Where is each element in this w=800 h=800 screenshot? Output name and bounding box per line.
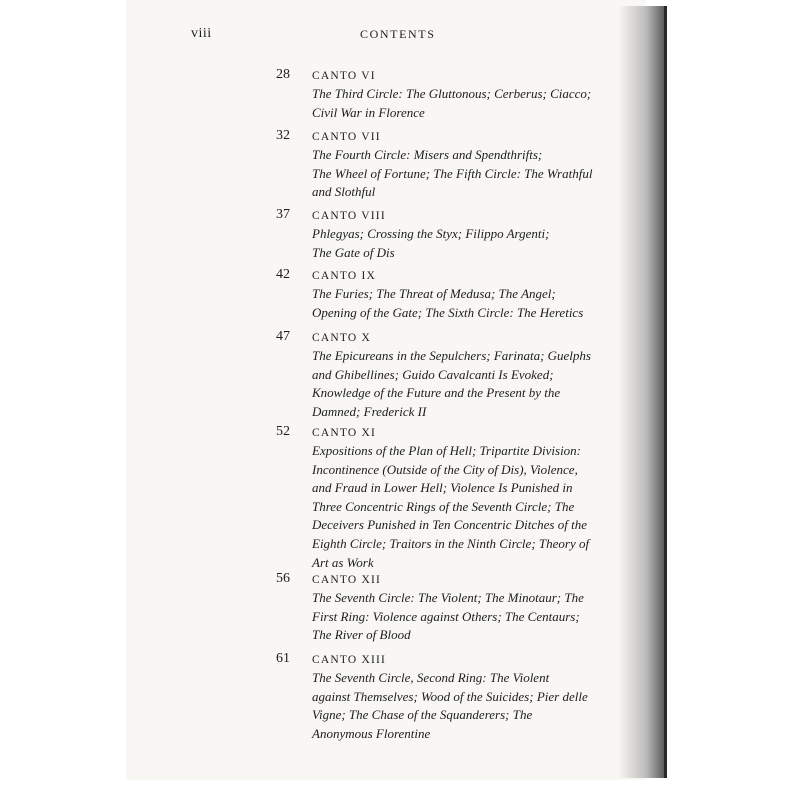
description-line: Art as Work [312, 554, 374, 570]
description-line: Knowledge of the Future and the Present by the [312, 385, 561, 401]
description-line: Expositions of the Plan of Hell; Tripartite Division: [312, 443, 582, 458]
description-line: Three Concentric Rings of the Seventh Circle; The [312, 498, 575, 514]
toc-page-number: 32 [276, 128, 290, 143]
toc-page-number: 28 [276, 67, 290, 82]
description-line: Vigne; The Chase of the Squanderers; The [312, 707, 533, 723]
description-line: The Seventh Circle, Second Ring: The Violent [312, 670, 550, 685]
toc-page-number: 61 [276, 651, 290, 666]
canto-title: CANTO VIII [312, 210, 386, 222]
running-head: CONTENTS [360, 27, 436, 41]
description-line: Phlegyas; Crossing the Styx; Filippo Argenti; [312, 226, 550, 241]
page-edge [664, 6, 667, 778]
description-line: The Fourth Circle: Misers and Spendthrifts; [312, 147, 543, 162]
canto-description [312, 85, 612, 122]
description-line: Deceivers Punished in Ten Concentric Ditches of the [312, 517, 587, 533]
description-line: against Themselves; Wood of the Suicides; Pier delle [312, 688, 588, 704]
description-line: The Third Circle: The Gluttonous; Cerberus; Ciacco; [312, 86, 592, 101]
canto-description [312, 442, 612, 572]
canto-description [312, 347, 612, 421]
canto-title: CANTO VI [312, 70, 376, 82]
canto-title: CANTO XIII [312, 654, 387, 666]
description-line: and Ghibellines; Guido Cavalcanti Is Evoked; [312, 366, 554, 382]
toc-page-number: 56 [276, 571, 290, 586]
description-line: Anonymous Florentine [312, 725, 431, 741]
canto-title: CANTO X [312, 332, 371, 344]
canto-title: CANTO XI [312, 427, 377, 439]
description-line: The Seventh Circle: The Violent; The Minotaur; The [312, 590, 584, 605]
description-line: Incontinence (Outside of the City of Dis), Violence, [312, 461, 578, 477]
description-line: Eighth Circle; Traitors in the Ninth Circle; Theory of [312, 535, 590, 551]
description-line: First Ring: Violence against Others; The Centaurs; [312, 608, 580, 624]
description-line: The Furies; The Threat of Medusa; The Angel; [312, 286, 556, 301]
page-number: viii [191, 26, 212, 41]
description-line: and Slothful [312, 184, 376, 200]
toc-page-number: 37 [276, 207, 290, 222]
canto-description [312, 146, 612, 202]
canto-title: CANTO IX [312, 270, 377, 282]
canto-description [312, 589, 612, 645]
toc-page-number: 42 [276, 267, 290, 282]
description-line: Damned; Frederick II [312, 403, 427, 419]
description-line: Civil War in Florence [312, 104, 425, 120]
canto-description [312, 225, 612, 262]
description-line: and Fraud in Lower Hell; Violence Is Punished in [312, 480, 573, 496]
description-line: Opening of the Gate; The Sixth Circle: The Heretics [312, 304, 584, 320]
description-line: The River of Blood [312, 627, 411, 643]
description-line: The Epicureans in the Sepulchers; Farinata; Guelphs [312, 348, 591, 363]
description-line: The Wheel of Fortune; The Fifth Circle: The Wrathful [312, 165, 593, 181]
canto-title: CANTO VII [312, 131, 381, 143]
toc-page-number: 47 [276, 329, 290, 344]
canto-description [312, 669, 612, 743]
canto-description [312, 285, 612, 322]
description-line: The Gate of Dis [312, 244, 395, 260]
canto-title: CANTO XII [312, 574, 382, 586]
page-gutter-shadow [618, 6, 666, 778]
toc-page-number: 52 [276, 424, 290, 439]
